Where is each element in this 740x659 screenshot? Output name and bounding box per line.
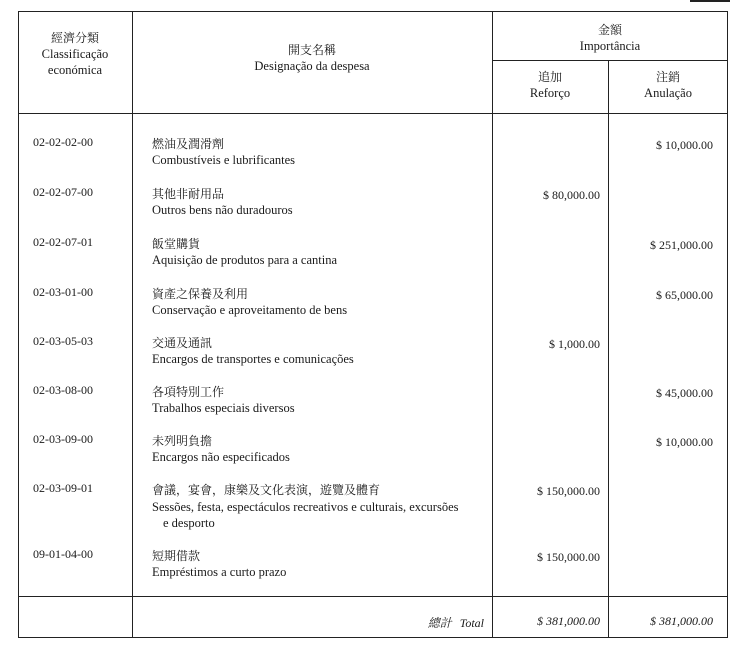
header-designation-pt: Designação da despesa: [254, 59, 370, 73]
header-amount-cn: 金額: [597, 23, 622, 37]
header-designation: [132, 42, 492, 74]
header-classification-pt: Classificação: [41, 47, 109, 61]
row-code: 02-03-08-00: [33, 383, 93, 397]
header-reinforcement-cn: 追加: [537, 70, 562, 84]
header-reinforcement: [492, 69, 608, 101]
row-annulment: $ 65,000.00: [656, 288, 713, 302]
row-name-cn: 飯堂購貨: [152, 237, 201, 251]
row-name-pt: Trabalhos especiais diversos: [152, 401, 295, 415]
header-classification: [18, 30, 132, 78]
row-name-pt: Encargos não especificados: [152, 450, 290, 464]
row-code: 02-02-02-00: [33, 135, 93, 149]
row-name-cn: 會議，宴會，康樂及文化表演，遊覽及體育: [152, 483, 381, 497]
row-name-cn: 短期借款: [152, 549, 201, 563]
row-name-pt: Aquisição de produtos para a cantina: [152, 253, 338, 267]
row-code: 02-02-07-00: [33, 185, 93, 199]
row-code: 02-03-05-03: [33, 334, 93, 348]
amount-subheader-line: [492, 60, 728, 61]
header-bottom-line: [18, 113, 728, 114]
row-name-pt: Sessões, festa, espectáculos recreativos e culturais, excursões: [152, 500, 459, 514]
row-reinforcement: $ 150,000.00: [537, 550, 600, 564]
table-frame: [18, 11, 728, 638]
row-annulment: $ 10,000.00: [656, 138, 713, 152]
row-code: 02-03-01-00: [33, 285, 93, 299]
row-reinforcement: $ 1,000.00: [549, 337, 600, 351]
header-annulment-cn: 注銷: [655, 70, 680, 84]
header-annulment: [608, 69, 728, 101]
total-label-cn: 總計: [427, 616, 452, 630]
col-divider-1: [132, 11, 133, 638]
row-name-cn: 未列明負擔: [152, 434, 213, 448]
row-name-pt: Conservação e aproveitamento de bens: [152, 303, 348, 317]
header-reinforcement-pt: Reforço: [529, 86, 571, 100]
row-name-pt: Outros bens não duradouros: [152, 203, 293, 217]
header-annulment-pt: Anulação: [644, 86, 692, 100]
header-designation-cn: 開支名稱: [287, 43, 336, 57]
row-annulment: $ 45,000.00: [656, 386, 713, 400]
row-reinforcement: $ 80,000.00: [543, 188, 600, 202]
row-name-cn: 各項特別工作: [152, 385, 225, 399]
header-amount: [492, 22, 728, 54]
col-divider-2: [492, 11, 493, 638]
row-name-pt-cont: e desporto: [163, 516, 215, 530]
row-name-pt: Encargos de transportes e comunicações: [152, 352, 354, 366]
row-name-cn: 燃油及潤滑劑: [152, 137, 225, 151]
total-reinforcement: $ 381,000.00: [537, 614, 600, 628]
row-code: 02-03-09-00: [33, 432, 93, 446]
total-label: [428, 614, 484, 631]
row-name-cn: 交通及通訊: [152, 336, 213, 350]
header-classification-cn: 經濟分類: [50, 31, 99, 45]
col-divider-3: [608, 60, 609, 638]
row-code: 02-02-07-01: [33, 235, 93, 249]
row-code: 02-03-09-01: [33, 481, 93, 495]
row-name-cn: 其他非耐用品: [152, 187, 225, 201]
total-annulment: $ 381,000.00: [650, 614, 713, 628]
row-reinforcement: $ 150,000.00: [537, 484, 600, 498]
top-rule: [690, 0, 730, 2]
row-annulment: $ 251,000.00: [650, 238, 713, 252]
total-top-line: [18, 596, 728, 597]
total-label-pt: Total: [459, 616, 484, 630]
row-code: 09-01-04-00: [33, 547, 93, 561]
row-name-cn: 資產之保養及利用: [152, 287, 249, 301]
row-name-pt: Empréstimos a curto prazo: [152, 565, 287, 579]
row-annulment: $ 10,000.00: [656, 435, 713, 449]
header-amount-pt: Importância: [579, 39, 641, 53]
header-classification-pt2: económica: [47, 63, 103, 77]
row-name-pt: Combustíveis e lubrificantes: [152, 153, 296, 167]
